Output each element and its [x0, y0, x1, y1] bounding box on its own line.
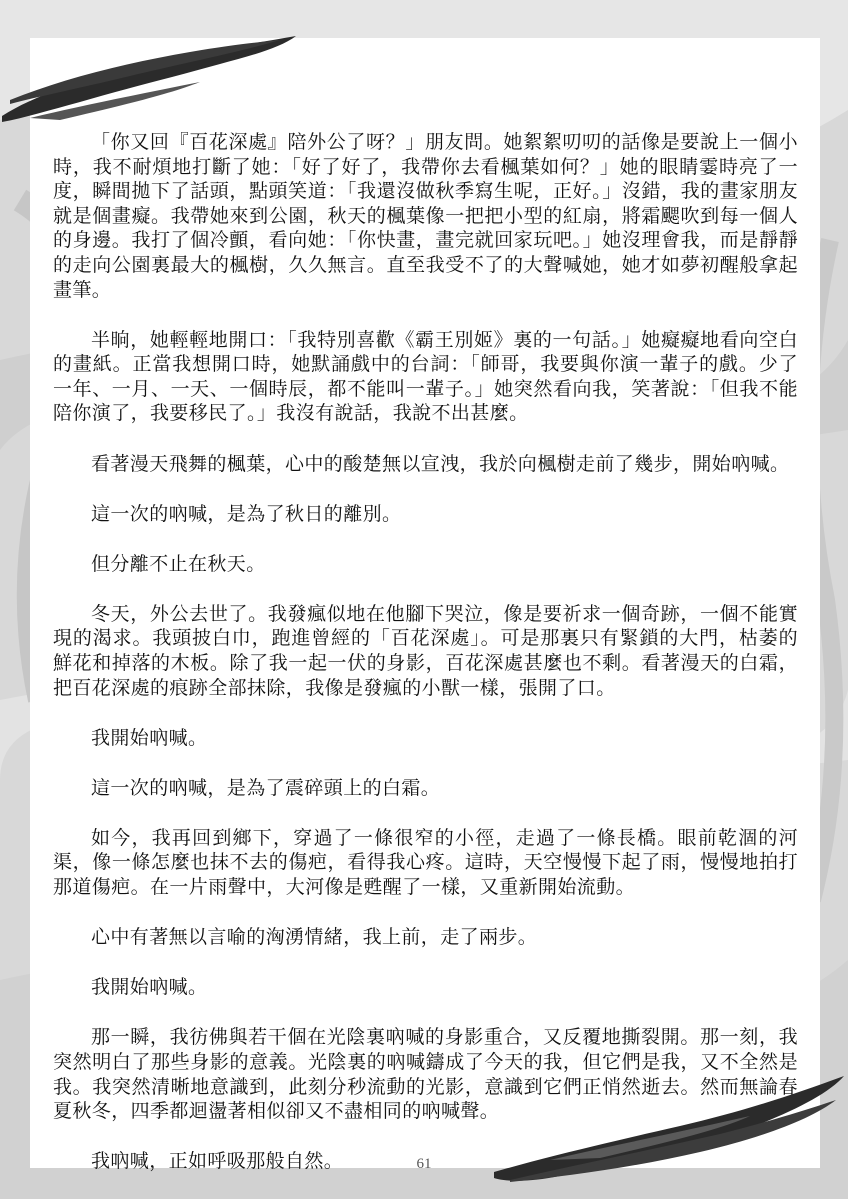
- paragraph: 如今，我再回到鄉下，穿過了一條很窄的小徑，走過了一條長橋。眼前乾涸的河渠，像一條怎麼也抹不去的傷疤，看得我心疼。這時，天空慢慢下起了雨，慢慢地拍打那道傷疤。在一片雨聲中，大河像是甦醒了一樣，又重新開始流動。: [53, 826, 798, 899]
- article-body: [53, 130, 798, 1199]
- top-left-brush-stroke: [0, 30, 300, 125]
- paragraph: 我吶喊，正如呼吸那般自然。: [91, 1150, 344, 1173]
- paragraph: 但分離不止在秋天。: [91, 552, 266, 575]
- paragraph: 這一次的吶喊，是為了秋日的離別。: [91, 502, 402, 525]
- paragraph: 這一次的吶喊，是為了震碎頭上的白霜。: [91, 776, 441, 799]
- paragraph: 「你又回『百花深處』陪外公了呀？」朋友問。她絮絮叨叨的話像是要說上一個小時，我不耐煩地打斷了她：「好了好了，我帶你去看楓葉如何？」她的眼睛霎時亮了一度，瞬間拋下了話頭，點頭笑道：「我還沒做秋季寫生呢，正好。」沒錯，我的畫家朋友就是個畫癡。我帶她來到公園，秋天的楓葉像一把把小型的紅扇，將霜颸吹到每一個人的身邊。我打了個冷顫，看向她：「你快畫，畫完就回家玩吧。」她沒理會我，而是靜靜的走向公園裏最大的楓樹，久久無言。直至我受不了的大聲喊她，她才如夢初醒般拿起畫筆。: [53, 131, 798, 301]
- paragraph: 半晌，她輕輕地開口：「我特別喜歡《霸王別姬》裏的一句話。」她癡癡地看向空白的畫紙。正當我想開口時，她默誦戲中的台詞：「師哥，我要與你演一輩子的戲。少了一年、一月、一天、一個時辰，都不能叫一輩子。」她突然看向我，笑著說：「但我不能陪你演了，我要移民了。」我沒有說話，我說不出甚麼。: [53, 328, 798, 425]
- paragraph: 我開始吶喊。: [91, 976, 208, 999]
- paragraph: 冬天，外公去世了。我發瘋似地在他腳下哭泣，像是要祈求一個奇跡，一個不能實現的渴求。我頭披白巾，跑進曾經的「百花深處」。可是那裏只有緊鎖的大門，枯萎的鮮花和掉落的木板。除了我一起一伏的身影，百花深處甚麼也不剩。看著漫天的白霜，把百花深處的痕跡全部抹除，我像是發瘋的小獸一樣，張開了口。: [53, 602, 798, 699]
- paragraph: 我開始吶喊。: [91, 726, 208, 749]
- page-number: 61: [416, 1156, 432, 1172]
- paragraph: 看著漫天飛舞的楓葉，心中的酸楚無以宣洩，我於向楓樹走前了幾步，開始吶喊。: [91, 452, 790, 475]
- paragraph: 那一瞬，我彷佛與若干個在光陰裏吶喊的身影重合，又反覆地撕裂開。那一刻，我突然明白了那些身影的意義。光陰裏的吶喊鑄成了今天的我，但它們是我，又不全然是我。我突然清晰地意識到，此刻分秒流動的光影，意識到它們正悄然逝去。然而無論春夏秋冬，四季都迴盪著相似卻又不盡相同的吶喊聲。: [53, 1026, 798, 1123]
- paragraph: 心中有著無以言喻的洶湧情緒，我上前，走了兩步。: [91, 926, 538, 949]
